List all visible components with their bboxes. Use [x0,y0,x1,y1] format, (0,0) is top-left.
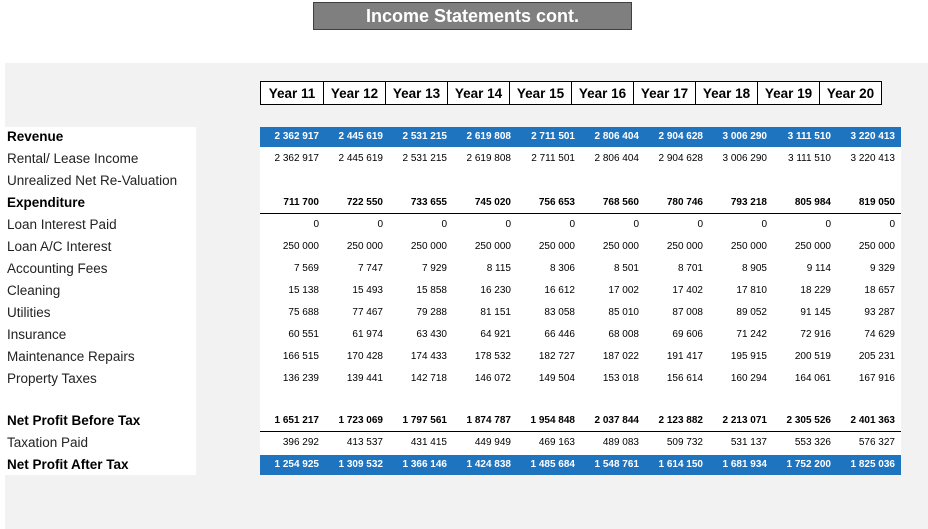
row-label: Property Taxes [7,371,97,386]
value-cell [324,171,388,191]
value-cell [516,171,580,191]
year-header-cell: Year 18 [696,81,758,105]
value-cell: 87 008 [672,307,703,318]
row-label: Loan A/C Interest [7,239,112,254]
table-row [260,455,901,475]
value-cell: 250 000 [666,241,703,252]
year-header-cell: Year 15 [510,81,572,105]
year-header-cell: Year 12 [324,81,386,105]
value-cell: 64 921 [480,329,511,340]
value-cell: 85 010 [608,307,639,318]
value-cell: 81 151 [480,307,511,318]
value-cell: 191 417 [666,351,703,362]
value-cell: 8 306 [549,263,575,274]
year-header-row [260,81,882,105]
value-cell: 1 954 848 [530,415,575,426]
value-cell: 0 [313,219,319,230]
value-cell: 805 984 [794,197,831,208]
value-cell: 187 022 [602,351,639,362]
row-label: Expenditure [7,195,86,210]
year-header-cell: Year 14 [448,81,510,105]
value-cell [836,171,900,191]
value-cell: 469 163 [538,437,575,448]
value-cell: 2 806 404 [594,153,639,164]
value-cell: 531 137 [730,437,767,448]
value-cell [580,171,644,191]
table-row [260,369,901,389]
value-cell: 75 688 [288,307,319,318]
row-label: Net Profit Before Tax [7,413,141,428]
value-cell: 156 614 [666,373,703,384]
value-cell: 1 752 200 [786,459,831,470]
value-cell: 9 329 [869,263,895,274]
value-cell: 93 287 [864,307,895,318]
value-cell: 3 111 510 [787,131,831,142]
table-row [260,281,901,301]
value-cell: 153 018 [602,373,639,384]
value-cell: 250 000 [282,241,319,252]
value-cell: 8 115 [486,263,511,274]
value-cell: 160 294 [730,373,767,384]
value-cell: 18 229 [800,285,831,296]
value-cell: 79 288 [416,307,447,318]
row-label: Maintenance Repairs [7,349,135,364]
value-cell [644,171,708,191]
table-row [260,237,901,257]
value-cell: 711 700 [283,197,319,208]
value-cell: 2 531 215 [402,131,447,142]
page-title: Income Statements cont. [313,2,632,30]
value-cell: 396 292 [282,437,319,448]
value-cell: 3 006 290 [722,153,767,164]
value-cell: 0 [441,219,447,230]
value-cell: 2 531 215 [402,153,447,164]
table-row [260,171,901,191]
value-cell: 15 138 [288,285,319,296]
row-label: Unrealized Net Re-Valuation [7,173,178,188]
value-cell: 3 220 413 [850,153,895,164]
value-cell: 71 242 [736,329,767,340]
table-row [260,303,901,323]
value-cell: 793 218 [730,197,767,208]
value-cell: 66 446 [544,329,575,340]
value-cell: 8 701 [677,263,703,274]
value-cell: 60 551 [288,329,319,340]
value-cell: 1 723 069 [338,415,383,426]
year-header-cell: Year 16 [572,81,634,105]
value-cell [260,171,324,191]
value-cell [708,171,772,191]
value-cell: 0 [697,219,703,230]
table-row [260,411,901,432]
row-label-column [5,127,196,475]
value-cell: 250 000 [346,241,383,252]
value-cell: 167 916 [858,373,895,384]
value-cell: 0 [505,219,511,230]
year-header-cell: Year 13 [386,81,448,105]
table-row [260,259,901,279]
value-cell [452,171,516,191]
row-label: Rental/ Lease Income [7,151,139,166]
value-cell: 200 519 [794,351,831,362]
value-cell: 7 747 [357,263,383,274]
value-cell: 17 002 [608,285,639,296]
year-header-cell: Year 20 [820,81,882,105]
value-cell: 2 619 808 [466,153,511,164]
value-cell: 250 000 [538,241,575,252]
value-cell: 174 433 [410,351,447,362]
row-label: Net Profit After Tax [7,457,129,472]
value-cell: 250 000 [474,241,511,252]
value-cell: 1 797 561 [402,415,447,426]
value-cell: 17 810 [736,285,767,296]
value-cell: 8 501 [613,263,639,274]
row-label: Loan Interest Paid [7,217,117,232]
table-row [260,127,901,147]
table-row [260,215,901,235]
value-cell: 2 445 619 [338,131,383,142]
value-cell: 63 430 [416,329,447,340]
value-cell: 9 114 [806,263,831,274]
table-row [260,433,901,453]
row-label: Revenue [7,129,64,144]
value-cell: 182 727 [538,351,575,362]
value-cell: 1 614 150 [658,459,703,470]
value-cell: 1 485 684 [530,459,575,470]
value-cell: 77 467 [352,307,383,318]
value-cell: 89 052 [736,307,767,318]
row-label: Utilities [7,305,51,320]
value-cell: 7 569 [293,263,319,274]
value-cell: 166 515 [282,351,319,362]
value-cell: 3 220 413 [850,131,895,142]
value-cell: 1 424 838 [466,459,511,470]
value-cell: 2 305 526 [786,415,831,426]
value-cell [388,171,452,191]
value-cell: 2 711 501 [531,153,575,164]
year-header-cell: Year 19 [758,81,820,105]
value-cell: 149 504 [538,373,575,384]
value-cell: 2 037 844 [594,415,639,426]
value-cell: 74 629 [864,329,895,340]
value-cell: 576 327 [858,437,895,448]
value-cell: 1 825 036 [850,459,895,470]
value-cell: 2 401 363 [850,415,895,426]
table-row [260,347,901,367]
value-cell: 2 711 501 [531,131,575,142]
value-cell: 1 366 146 [402,459,447,470]
value-cell: 2 445 619 [338,153,383,164]
value-cell: 72 916 [800,329,831,340]
value-cell: 756 653 [538,197,575,208]
value-cell: 18 657 [864,285,895,296]
value-cell: 0 [377,219,383,230]
value-cell: 2 362 917 [274,131,319,142]
year-header-cell: Year 11 [260,81,324,105]
value-cell: 195 915 [730,351,767,362]
value-cell: 413 537 [346,437,383,448]
value-cell: 250 000 [858,241,895,252]
value-cell: 2 123 882 [658,415,703,426]
value-cell: 7 929 [421,263,447,274]
value-cell: 2 806 404 [594,131,639,142]
value-cell: 1 309 532 [338,459,383,470]
value-cell: 250 000 [602,241,639,252]
value-cell: 146 072 [474,373,511,384]
value-cell: 0 [633,219,639,230]
row-label: Taxation Paid [7,435,89,450]
row-label: Cleaning [7,283,61,298]
value-cell: 0 [569,219,575,230]
value-cell: 250 000 [730,241,767,252]
value-cell: 0 [761,219,767,230]
value-cell: 16 230 [480,285,511,296]
year-header-cell: Year 17 [634,81,696,105]
value-cell: 15 493 [352,285,383,296]
value-cell: 2 904 628 [658,131,703,142]
value-cell: 553 326 [794,437,831,448]
value-cell: 3 111 510 [787,153,831,164]
value-cell: 15 858 [416,285,447,296]
row-label: Accounting Fees [7,261,108,276]
value-cell: 91 145 [800,307,831,318]
value-cell: 768 560 [602,197,639,208]
value-cell: 1 874 787 [466,415,511,426]
table-row [260,325,901,345]
value-cell: 142 718 [410,373,447,384]
value-cell: 68 008 [608,329,639,340]
table-row [260,193,901,214]
value-cell: 205 231 [858,351,895,362]
value-cell: 745 020 [474,197,511,208]
value-cell: 0 [825,219,831,230]
value-cell: 449 949 [474,437,511,448]
value-cell: 250 000 [410,241,447,252]
table-row [260,149,901,169]
value-cell: 1 651 217 [274,415,319,426]
value-cell: 17 402 [672,285,703,296]
value-cell: 431 415 [410,437,447,448]
value-cell: 509 732 [666,437,703,448]
value-cell: 1 254 925 [274,459,319,470]
value-cell: 139 441 [346,373,383,384]
value-cell: 722 550 [346,197,383,208]
value-cell: 819 050 [858,197,895,208]
value-cell: 61 974 [352,329,383,340]
value-cell: 136 239 [282,373,319,384]
value-cell: 69 606 [672,329,703,340]
value-cell: 489 083 [602,437,639,448]
value-cell: 2 213 071 [722,415,767,426]
value-cell: 1 681 934 [722,459,767,470]
value-cell: 16 612 [544,285,575,296]
value-cell: 164 061 [794,373,831,384]
value-cell: 83 058 [544,307,575,318]
value-cell: 3 006 290 [722,131,767,142]
row-label: Insurance [7,327,67,342]
value-cell: 2 362 917 [274,153,319,164]
value-cell: 1 548 761 [594,459,639,470]
value-cell: 8 905 [741,263,767,274]
value-cell: 780 746 [666,197,703,208]
value-cell: 170 428 [346,351,383,362]
value-cell: 0 [889,219,895,230]
value-cell [772,171,836,191]
value-cell: 250 000 [794,241,831,252]
value-cell: 2 619 808 [466,131,511,142]
value-cell: 178 532 [474,351,511,362]
value-cell: 2 904 628 [658,153,703,164]
value-cell: 733 655 [410,197,447,208]
